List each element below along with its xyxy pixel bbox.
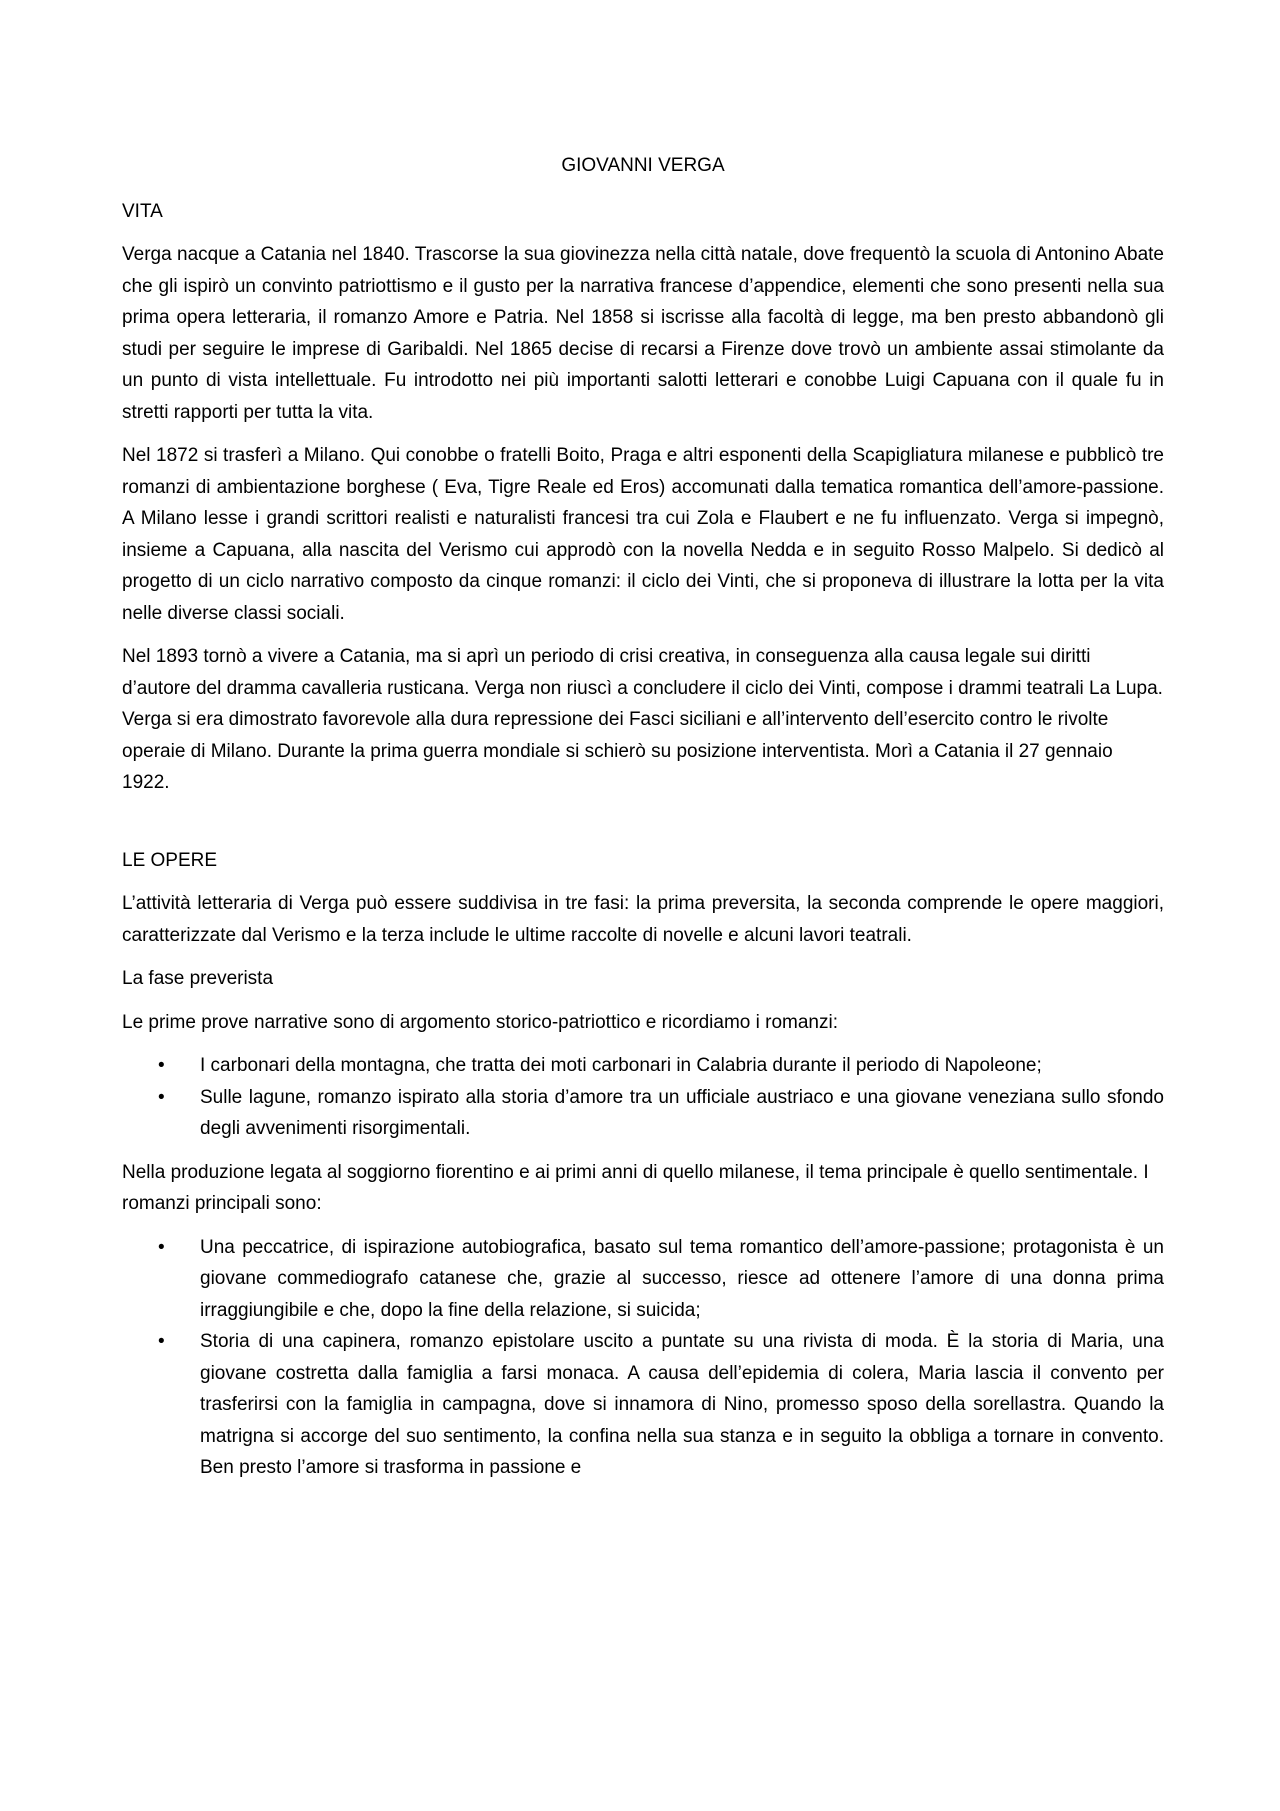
list-lead-paragraph: Nella produzione legata al soggiorno fiorentino e ai primi anni di quello milanese, il tema principale è quello sentimentale. I romanzi principali sono:: [122, 1161, 1149, 1214]
document-page: [122, 150, 1164, 1496]
section-heading-vita: VITA: [122, 200, 163, 222]
section-heading-opere: LE OPERE: [122, 849, 218, 871]
vita-paragraph: Verga nacque a Catania nel 1840. Trascorse la sua giovinezza nella città natale, dove frequentò la scuola di Antonino Abate che gli ispirò un convinto patriottismo e il gusto per la narrativa francese d’appendice, elementi che sono presenti nella sua prima opera letteraria, il romanzo Amore e Patria. Nel 1858 si iscrisse alla facoltà di legge, ma ben presto abbandonò gli studi per seguire le imprese di Garibaldi. Nel 1865 decise di recarsi a Firenze dove trovò un ambiente assai stimolante da un punto di vista intellettuale. Fu introdotto nei più importanti salotti letterari e conobbe Luigi Capuana con il quale fu in stretti rapporti per tutta la vita.: [122, 244, 1164, 423]
opere-intro-paragraph: L’attività letteraria di Verga può essere suddivisa in tre fasi: la prima preversita, la seconda comprende le opere maggiori, caratterizzate dal Verismo e la terza include le ultime raccolte di novelle e alcuni lavori teatrali.: [122, 893, 1164, 946]
list-item: • Una peccatrice, di ispirazione autobiografica, basato sul tema romantico dell’amore-passione; protagonista è un giovane commediografo catanese che, grazie al successo, riesce ad ottenere l’amore di una donna prima irraggiungibile e che, dopo la fine della relazione, si suicida;: [200, 1232, 1164, 1327]
novels-list-sentimental: [122, 1232, 1164, 1484]
subheading-fase-preverista: La fase preverista: [122, 968, 274, 989]
vita-paragraph: Nel 1872 si trasferì a Milano. Qui conobbe o fratelli Boito, Praga e altri esponenti della Scapigliatura milanese e pubblicò tre romanzi di ambientazione borghese ( Eva, Tigre Reale ed Eros) accomunati dalla tematica romantica dell’amore-passione. A Milano lesse i grandi scrittori realisti e naturalisti francesi tra cui Zola e Flaubert e ne fu influenzato. Verga si impegnò, insieme a Capuana, alla nascita del Verismo cui approdò con la novella Nedda e in seguito Rosso Malpelo. Si dedicò al progetto di un ciclo narrativo composto da cinque romanzi: il ciclo dei Vinti, che si proponeva di illustrare la lotta per la vita nelle diverse classi sociali.: [122, 445, 1164, 624]
list-item: • Sulle lagune, romanzo ispirato alla storia d’amore tra un ufficiale austriaco e una giovane veneziana sullo sfondo degli avvenimenti risorgimentali.: [200, 1082, 1164, 1145]
list-item: • I carbonari della montagna, che tratta dei moti carbonari in Calabria durante il periodo di Napoleone;: [200, 1050, 1164, 1082]
vita-paragraph: Nel 1893 tornò a vivere a Catania, ma si aprì un periodo di crisi creativa, in conseguenza alla causa legale sui diritti d’autore del dramma cavalleria rusticana. Verga non riuscì a concludere il ciclo dei Vinti, compose i drammi teatrali La Lupa. Verga si era dimostrato favorevole alla dura repressione dei Fasci siciliani e all’intervento dell’esercito contro le rivolte operaie di Milano. Durante la prima guerra mondiale si schierò su posizione interventista. Morì a Catania il 27 gennaio 1922.: [122, 646, 1163, 793]
list-item: • Storia di una capinera, romanzo epistolare uscito a puntate su una rivista di moda. È la storia di Maria, una giovane costretta dalla famiglia a farsi monaca. A causa dell’epidemia di colera, Maria lascia il convento per trasferirsi con la famiglia in campagna, dove si innamora di Nino, promesso sposo della sorellastra. Quando la matrigna si accorge del suo sentimento, la confina nella sua stanza e in seguito la obbliga a tornare in convento. Ben presto l’amore si trasforma in passione e: [200, 1326, 1164, 1484]
document-title: GIOVANNI VERGA: [561, 155, 725, 176]
novels-list-historical: [122, 1050, 1164, 1145]
list-lead-paragraph: Le prime prove narrative sono di argomento storico-patriottico e ricordiamo i romanzi:: [122, 1011, 838, 1033]
